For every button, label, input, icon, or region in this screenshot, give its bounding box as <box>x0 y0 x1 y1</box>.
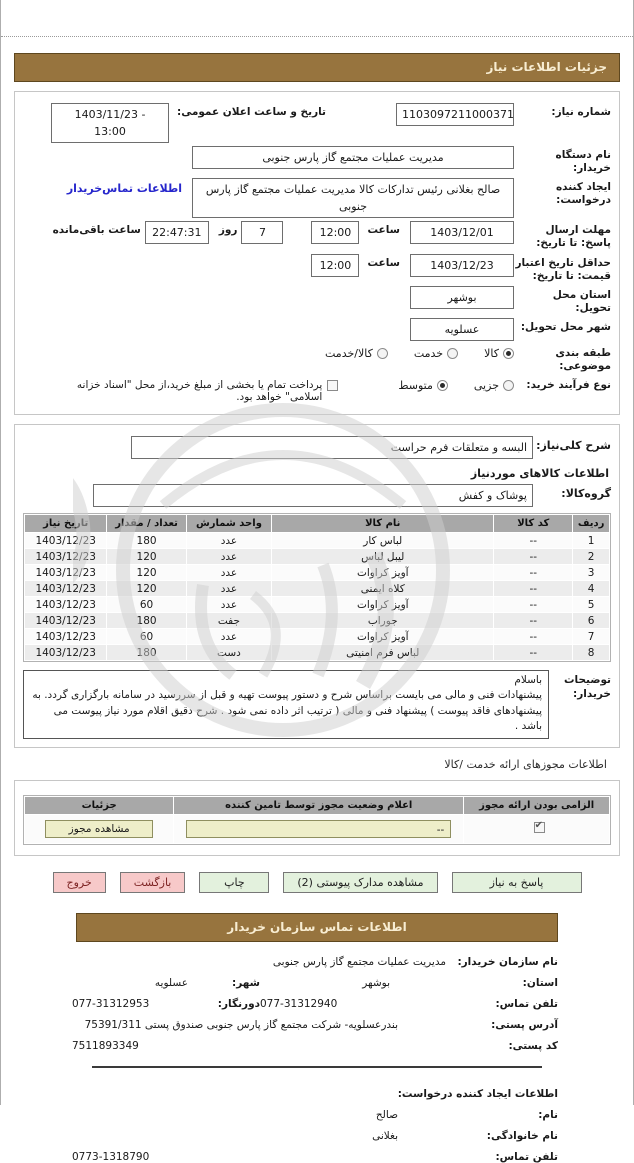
remaining-time-field: 22:47:31 <box>145 221 209 244</box>
cell-unit: عدد <box>187 629 271 644</box>
buyer-contact-link[interactable]: اطلاعات تماس‌خریدار <box>66 182 182 196</box>
goods-table-header-row <box>25 515 609 532</box>
need-info-panel <box>14 91 620 415</box>
cell-code: -- <box>494 581 572 596</box>
cell-code: -- <box>494 549 572 564</box>
col-row-number: ردیف <box>573 515 609 532</box>
cell-unit: عدد <box>187 597 271 612</box>
price-validity-label: حداقل تاریخ اعتبار قیمت: تا تاریخ: <box>515 256 611 282</box>
city-value: عسلویه <box>154 977 188 990</box>
cell-date: 1403/12/23 <box>25 533 106 548</box>
address-row <box>72 1019 558 1031</box>
creator-phone-label: تلفن تماس: <box>495 1151 558 1163</box>
phone-fax-row <box>72 998 558 1010</box>
cell-name: جوراب <box>272 613 493 628</box>
cell-date: 1403/12/23 <box>25 613 106 628</box>
cell-no: 4 <box>573 581 609 596</box>
license-section-label: اطلاعات مجوزهای ارائه خدمت /کالا <box>444 758 607 772</box>
section-header-buyer-contact <box>76 913 558 942</box>
process-medium-label: متوسط <box>398 379 433 393</box>
license-required-checkbox-icon[interactable] <box>534 822 545 833</box>
cell-name: کلاه ایمنی <box>272 581 493 596</box>
validity-time-field[interactable]: 12:00 <box>311 254 359 277</box>
request-creator-row <box>23 178 611 218</box>
buyer-org-label: نام دستگاه خریدار: <box>555 149 611 175</box>
cell-no: 2 <box>573 549 609 564</box>
license-table <box>23 795 611 845</box>
goods-table <box>23 513 611 662</box>
col-goods-name: نام کالا <box>272 515 493 532</box>
cell-name: آویز کراوات <box>272 597 493 612</box>
cell-no: 8 <box>573 645 609 660</box>
announce-datetime-field[interactable]: 1403/11/23 - 13:00 <box>51 103 169 143</box>
buyer-org-row <box>23 146 611 175</box>
delivery-province-label: استان محل تحویل: <box>552 288 611 314</box>
license-required-cell <box>464 815 609 843</box>
creator-info-title: اطلاعات ایجاد کننده درخواست: <box>397 1088 558 1101</box>
cell-name: آویز کراوات <box>272 629 493 644</box>
request-creator-label: ایجاد کننده درخواست: <box>555 181 611 207</box>
goods-table-row <box>25 645 609 660</box>
goods-info-title: اطلاعات کالاهای موردنیاز <box>470 467 609 481</box>
cell-code: -- <box>494 613 572 628</box>
cell-no: 6 <box>573 613 609 628</box>
print-button[interactable]: چاپ <box>199 872 269 893</box>
radio-goods-icon[interactable] <box>503 348 514 359</box>
first-name-row <box>72 1109 558 1121</box>
goods-table-row <box>25 581 609 596</box>
org-name-value: مدیریت عملیات مجتمع گاز پارس جنوبی <box>272 956 446 969</box>
deadline-day-label: روز <box>218 224 238 237</box>
creator-info-block <box>72 1109 558 1163</box>
cell-no: 3 <box>573 565 609 580</box>
validity-hour-label: ساعت <box>367 256 400 269</box>
cell-code: -- <box>494 597 572 612</box>
goods-table-row <box>25 533 609 548</box>
cell-date: 1403/12/23 <box>25 597 106 612</box>
delivery-city-field[interactable]: عسلویه <box>410 318 514 341</box>
last-name-label: نام خانوادگی: <box>486 1130 558 1143</box>
view-license-button[interactable]: مشاهده مجوز <box>45 820 153 838</box>
org-name-row <box>72 956 558 968</box>
category-both-label: کالا/خدمت <box>325 347 373 360</box>
cell-name: آویز کراوات <box>272 565 493 580</box>
col-license-required: الزامی بودن ارائه مجوز <box>464 797 609 814</box>
cell-name: لباس کار <box>272 533 493 548</box>
col-quantity: تعداد / مقدار <box>107 515 185 532</box>
purchase-process-label: نوع فرآیند خرید: <box>526 379 611 392</box>
price-validity-row <box>23 254 611 283</box>
category-goods-option[interactable] <box>484 344 514 360</box>
announce-datetime-label: تاریخ و ساعت اعلان عمومی: <box>177 106 326 118</box>
license-status-input[interactable]: -- <box>186 820 451 838</box>
treasury-payment-option[interactable] <box>49 376 338 403</box>
buyer-notes-label: توضیحات خریدار: <box>563 674 611 700</box>
buyer-notes-line1: باسلام <box>514 674 542 687</box>
cell-date: 1403/12/23 <box>25 565 106 580</box>
process-medium-option[interactable] <box>398 376 448 392</box>
remaining-hours-label: ساعت باقی‌مانده <box>52 224 141 237</box>
section-title: جزئیات اطلاعات نیاز <box>486 60 607 74</box>
buyer-org-field[interactable]: مدیریت عملیات مجتمع گاز پارس جنوبی <box>192 146 514 169</box>
col-license-details: جزئیات <box>25 797 173 814</box>
city-label: شهر: <box>232 977 260 990</box>
deadline-date-field[interactable]: 1403/12/01 <box>410 221 514 244</box>
need-description-field[interactable]: البسه و متعلقات فرم حراست <box>131 436 533 459</box>
cell-date: 1403/12/23 <box>25 629 106 644</box>
license-table-header-row <box>25 797 609 814</box>
goods-group-label: گروه‌کالا: <box>561 487 611 501</box>
first-name-label: نام: <box>538 1109 558 1122</box>
goods-table-row <box>25 549 609 564</box>
postal-code-value: 7511893349 <box>72 1040 139 1053</box>
delivery-city-row <box>23 318 611 341</box>
cell-no: 7 <box>573 629 609 644</box>
cell-qty: 60 <box>107 629 185 644</box>
treasury-checkbox-icon[interactable] <box>327 380 338 391</box>
province-value: بوشهر <box>362 977 390 990</box>
need-number-label: شماره نیاز: <box>551 106 611 118</box>
response-deadline-row <box>23 221 611 250</box>
category-both-option[interactable] <box>325 344 388 360</box>
cell-qty: 120 <box>107 565 185 580</box>
cell-date: 1403/12/23 <box>25 581 106 596</box>
section-header-need-details <box>14 53 620 82</box>
delivery-province-row <box>23 286 611 315</box>
creator-phone-row <box>72 1151 558 1163</box>
cell-qty: 180 <box>107 645 185 660</box>
contact-divider <box>92 1066 542 1068</box>
delivery-province-field[interactable]: بوشهر <box>410 286 514 309</box>
cell-qty: 120 <box>107 549 185 564</box>
cell-date: 1403/12/23 <box>25 549 106 564</box>
deadline-hour-label: ساعت <box>367 224 400 237</box>
cell-code: -- <box>494 533 572 548</box>
cell-qty: 180 <box>107 533 185 548</box>
col-license-status: اعلام وضعیت مجوز توسط تامین کننده <box>174 797 463 814</box>
fax-label: دورنگار: <box>217 998 260 1011</box>
col-goods-code: کد کالا <box>494 515 572 532</box>
delivery-city-label: شهر محل تحویل: <box>520 321 611 333</box>
cell-name: لباس فرم امنیتی <box>272 645 493 660</box>
process-partial-option[interactable] <box>474 376 514 392</box>
address-label: آدرس پستی: <box>491 1019 558 1032</box>
first-name-value: صالح <box>375 1109 398 1122</box>
buyer-contact-block <box>72 956 558 1052</box>
phone-label: تلفن تماس: <box>495 998 558 1011</box>
need-description-row <box>23 436 611 459</box>
col-need-date: تاریخ نیاز <box>25 515 106 532</box>
cell-code: -- <box>494 629 572 644</box>
license-details-cell <box>25 815 173 843</box>
address-value: بندرعسلویه- شرکت مجتمع گاز پارس جنوبی صندوق پستی 75391/311 <box>84 1019 398 1032</box>
cell-no: 1 <box>573 533 609 548</box>
cell-unit: عدد <box>187 533 271 548</box>
subject-category-label: طبقه بندی موضوعی: <box>555 347 611 373</box>
radio-medium-icon[interactable] <box>437 380 448 391</box>
purchase-process-row <box>23 376 611 403</box>
respond-to-need-button[interactable]: پاسخ به نیاز <box>452 872 582 893</box>
goods-table-row <box>25 565 609 580</box>
need-goods-panel <box>14 424 620 748</box>
cell-unit: عدد <box>187 549 271 564</box>
deadline-time-field[interactable]: 12:00 <box>311 221 359 244</box>
postal-code-label: کد پستی: <box>508 1040 558 1053</box>
license-panel <box>14 780 620 856</box>
need-description-label: شرح کلی‌نیاز: <box>536 439 611 453</box>
cell-qty: 60 <box>107 597 185 612</box>
goods-group-field[interactable]: پوشاک و کفش <box>93 484 533 507</box>
radio-both-icon[interactable] <box>377 348 388 359</box>
cell-qty: 180 <box>107 613 185 628</box>
top-separator <box>1 0 633 37</box>
cell-unit: عدد <box>187 581 271 596</box>
creator-phone-value: 0773-1318790 <box>72 1151 150 1163</box>
request-creator-field[interactable]: صالح بغلانی رئیس تدارکات کالا مدیریت عملیات مجتمع گاز پارس جنوبی <box>192 178 514 218</box>
last-name-value: بغلانی <box>372 1130 398 1143</box>
exit-button[interactable]: خروج <box>53 872 106 893</box>
action-toolbar <box>1 872 633 893</box>
cell-code: -- <box>494 645 572 660</box>
radio-partial-icon[interactable] <box>503 380 514 391</box>
cell-date: 1403/12/23 <box>25 645 106 660</box>
goods-group-row <box>23 484 611 507</box>
back-button[interactable]: بازگشت <box>120 872 186 893</box>
goods-table-row <box>25 597 609 612</box>
license-table-row <box>25 815 609 843</box>
buyer-notes-row <box>23 670 611 739</box>
license-status-cell <box>174 815 463 843</box>
province-label: استان: <box>522 977 558 990</box>
org-name-label: نام سازمان خریدار: <box>457 956 558 969</box>
province-city-row <box>72 977 558 989</box>
cell-unit: جفت <box>187 613 271 628</box>
cell-no: 5 <box>573 597 609 612</box>
buyer-notes-line2: پیشنهادات فنی و مالی می بایست براساس شرح و دستور پیوست تهیه و قبل از سررسید در سامانه بارگزاری گردد. به پیشنهادهای فاقد پیوست ) پیشنهاد فنی و مالی ( ترتیب اثر داده نمی شود . شرح دقیق اقلام مورد نیاز پیوست می باشد . <box>32 689 542 732</box>
process-partial-label: جزیی <box>473 379 499 393</box>
view-attachments-button[interactable]: مشاهده مدارک پیوستی (2) <box>283 872 437 893</box>
buyer-notes-box <box>23 670 549 739</box>
goods-table-row <box>25 629 609 644</box>
radio-service-icon[interactable] <box>447 348 458 359</box>
cell-unit: عدد <box>187 565 271 580</box>
phone-value: 077-31312940 <box>260 998 338 1011</box>
deadline-days-field[interactable]: 7 <box>241 221 283 244</box>
need-number-field[interactable]: 1103097211000371 <box>396 103 514 126</box>
cell-qty: 120 <box>107 581 185 596</box>
last-name-row <box>72 1130 558 1142</box>
cell-name: لیبل لباس <box>272 549 493 564</box>
goods-table-row <box>25 613 609 628</box>
category-service-label: خدمت <box>413 347 444 360</box>
treasury-note-label: پرداخت تمام یا بخشی از مبلغ خرید،از محل "اسناد خزانه اسلامی" خواهد بود. <box>76 379 323 404</box>
category-service-option[interactable] <box>414 344 458 360</box>
postal-code-row <box>72 1040 558 1052</box>
response-deadline-label: مهلت ارسال پاسخ: تا تاریخ: <box>536 224 611 250</box>
buyer-contact-title: اطلاعات تماس سازمان خریدار <box>227 920 407 935</box>
category-goods-label: کالا <box>484 347 499 360</box>
cell-code: -- <box>494 565 572 580</box>
col-unit: واحد شمارش <box>187 515 271 532</box>
cell-unit: دست <box>187 645 271 660</box>
fax-value: 077-31312953 <box>72 998 150 1011</box>
validity-date-field[interactable]: 1403/12/23 <box>410 254 514 277</box>
need-number-row <box>23 103 611 143</box>
subject-category-row <box>23 344 611 373</box>
